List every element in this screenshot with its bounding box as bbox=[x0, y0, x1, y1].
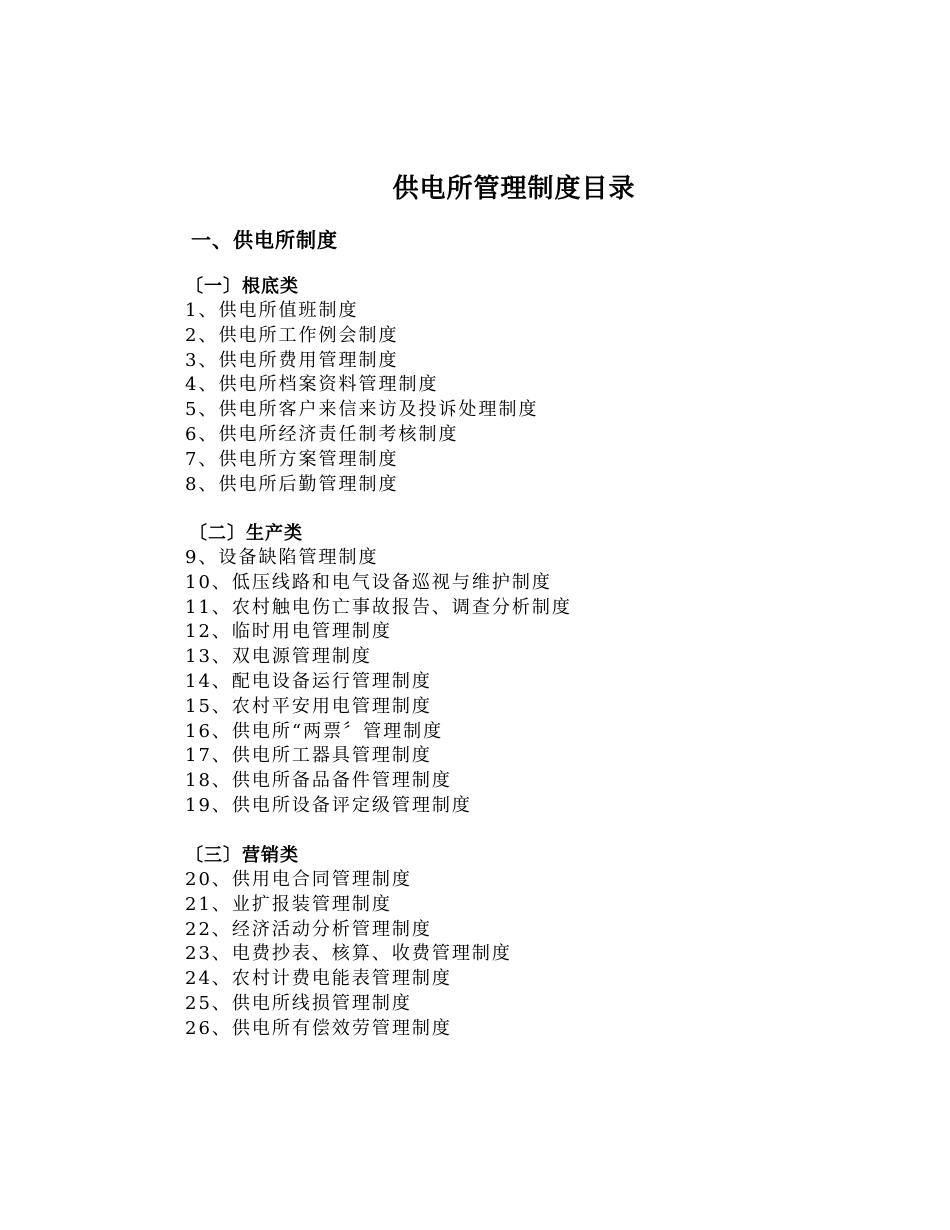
list-item: 11、农村触电伤亡事故报告、调查分析制度 bbox=[185, 596, 572, 618]
list-item: 8、供电所后勤管理制度 bbox=[185, 473, 399, 495]
list-item: 18、供电所备品备件管理制度 bbox=[185, 770, 452, 792]
list-item: 17、供电所工器具管理制度 bbox=[185, 745, 432, 767]
list-item: 3、供电所费用管理制度 bbox=[185, 349, 399, 371]
list-item: 6、供电所经济责任制考核制度 bbox=[185, 423, 459, 445]
group-heading: 〔二〕生产类 bbox=[189, 523, 303, 544]
item-list bbox=[185, 868, 512, 1042]
list-item: 25、供电所线损管理制度 bbox=[185, 992, 412, 1014]
list-item: 16、供电所“两票〞管理制度 bbox=[185, 720, 444, 742]
list-item: 15、农村平安用电管理制度 bbox=[185, 695, 432, 717]
list-item: 24、农村计费电能表管理制度 bbox=[185, 968, 452, 990]
list-item: 20、供用电合同管理制度 bbox=[185, 869, 412, 890]
list-item: 21、业扩报装管理制度 bbox=[185, 893, 392, 915]
group-heading: 〔三〕营销类 bbox=[185, 845, 299, 866]
list-item: 2、供电所工作例会制度 bbox=[185, 324, 399, 346]
list-item: 10、低压线路和电气设备巡视与维护制度 bbox=[185, 571, 552, 593]
list-item: 13、双电源管理制度 bbox=[185, 646, 372, 668]
list-item: 4、供电所档案资料管理制度 bbox=[185, 374, 439, 396]
group-marketing bbox=[185, 843, 512, 1042]
list-item: 19、供电所设备评定级管理制度 bbox=[185, 794, 472, 816]
page-title: 供电所管理制度目录 bbox=[392, 174, 636, 204]
list-item: 22、经济活动分析管理制度 bbox=[185, 918, 432, 940]
list-item: 26、供电所有偿效劳管理制度 bbox=[185, 1017, 452, 1039]
group-heading: 〔一〕根底类 bbox=[185, 276, 299, 297]
list-item: 7、供电所方案管理制度 bbox=[185, 448, 399, 470]
item-list bbox=[185, 299, 538, 497]
section-heading: 一、供电所制度 bbox=[191, 228, 338, 252]
list-item: 14、配电设备运行管理制度 bbox=[185, 670, 432, 692]
list-item: 1、供电所值班制度 bbox=[185, 300, 359, 321]
item-list bbox=[185, 546, 572, 819]
group-basic bbox=[185, 274, 538, 497]
group-production bbox=[185, 521, 572, 819]
list-item: 12、临时用电管理制度 bbox=[185, 621, 392, 643]
list-item: 5、供电所客户来信来访及投诉处理制度 bbox=[185, 399, 539, 421]
list-item: 9、设备缺陷管理制度 bbox=[185, 547, 379, 568]
list-item: 23、电费抄表、核算、收费管理制度 bbox=[185, 943, 512, 965]
